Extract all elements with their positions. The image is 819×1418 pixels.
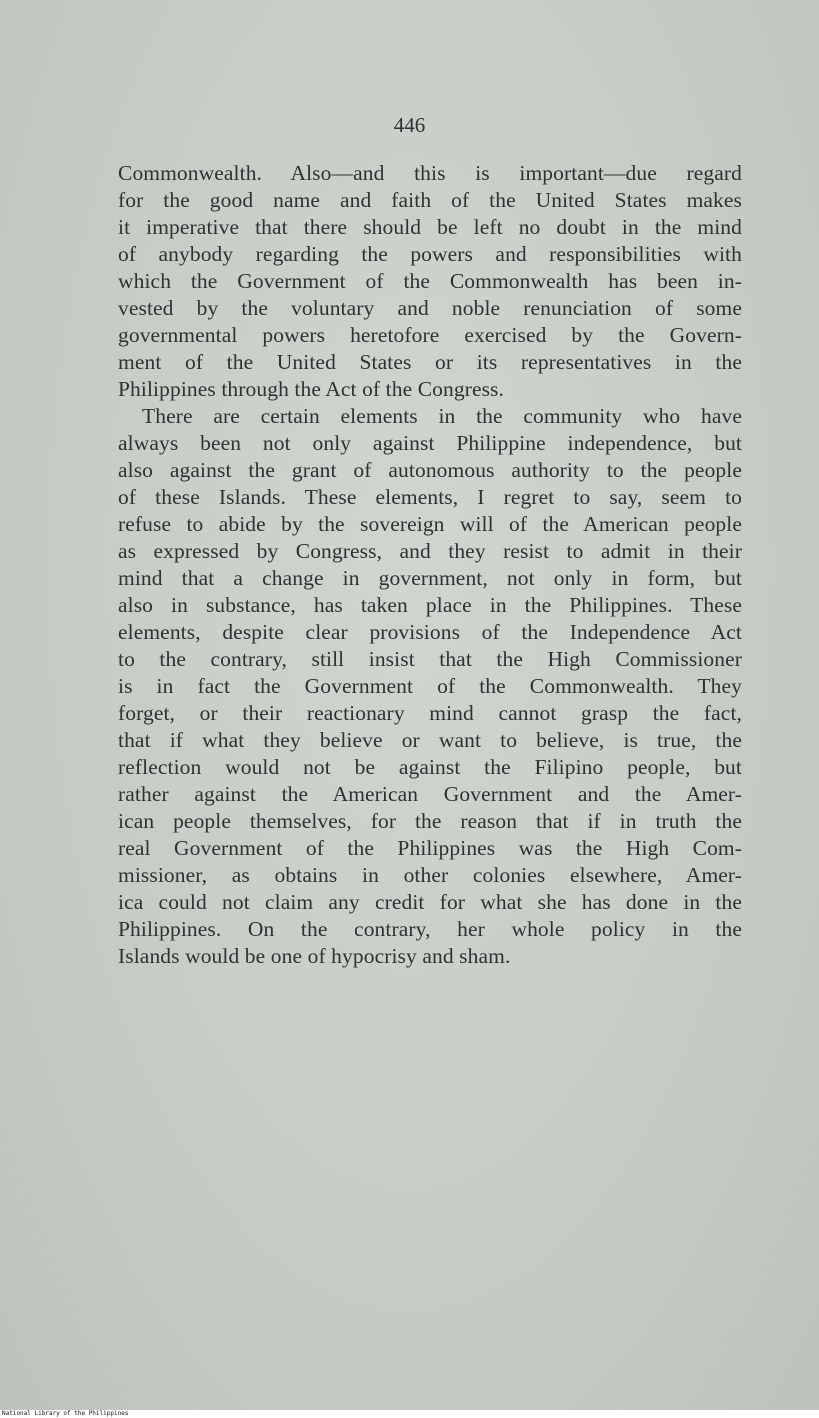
text-line: There are certain elements in the community who have: [142, 404, 742, 428]
text-line: Commonwealth. Also—and this is important—due regard: [118, 161, 742, 185]
text-line: of these Islands. These elements, I regret to say, seem to: [118, 485, 742, 509]
text-line: ment of the United States or its representatives in the: [118, 350, 742, 374]
page-number: 446: [393, 113, 426, 137]
text-line: rather against the American Government and the Amer-: [118, 782, 742, 806]
library-credit: National Library of the Philippines: [2, 1410, 129, 1417]
text-line: Philippines. On the contrary, her whole policy in the: [118, 917, 742, 941]
text-line: that if what they believe or want to believe, is true, the: [118, 728, 742, 752]
text-line: for the good name and faith of the United States makes: [118, 188, 742, 212]
text-line: refuse to abide by the sovereign will of the American people: [118, 512, 742, 536]
text-line: Islands would be one of hypocrisy and sham.: [118, 944, 511, 968]
text-line: also against the grant of autonomous authority to the people: [118, 458, 742, 482]
text-line: ican people themselves, for the reason that if in truth the: [118, 809, 742, 833]
text-line: which the Government of the Commonwealth has been in-: [118, 269, 742, 293]
text-line: it imperative that there should be left no doubt in the mind: [118, 215, 742, 239]
text-line: always been not only against Philippine independence, but: [118, 431, 742, 455]
text-line: to the contrary, still insist that the High Commissioner: [118, 647, 742, 671]
text-line: mind that a change in government, not only in form, but: [118, 566, 742, 590]
text-line: vested by the voluntary and noble renunciation of some: [118, 296, 742, 320]
text-line: is in fact the Government of the Commonwealth. They: [118, 674, 742, 698]
text-line: Philippines through the Act of the Congress.: [118, 377, 504, 401]
text-line: missioner, as obtains in other colonies elsewhere, Amer-: [118, 863, 742, 887]
text-line: forget, or their reactionary mind cannot grasp the fact,: [118, 701, 742, 725]
body-text: [118, 160, 742, 970]
text-line: as expressed by Congress, and they resist to admit in their: [118, 539, 742, 563]
text-line: elements, despite clear provisions of the Independence Act: [118, 620, 742, 644]
paragraph-2: [118, 403, 742, 970]
text-line: reflection would not be against the Filipino people, but: [118, 755, 742, 779]
text-line: also in substance, has taken place in the Philippines. These: [118, 593, 742, 617]
text-line: real Government of the Philippines was the High Com-: [118, 836, 742, 860]
paragraph-1: [118, 160, 742, 403]
text-line: ica could not claim any credit for what she has done in the: [118, 890, 742, 914]
text-line: of anybody regarding the powers and responsibilities with: [118, 242, 742, 266]
text-line: governmental powers heretofore exercised by the Govern-: [118, 323, 742, 347]
